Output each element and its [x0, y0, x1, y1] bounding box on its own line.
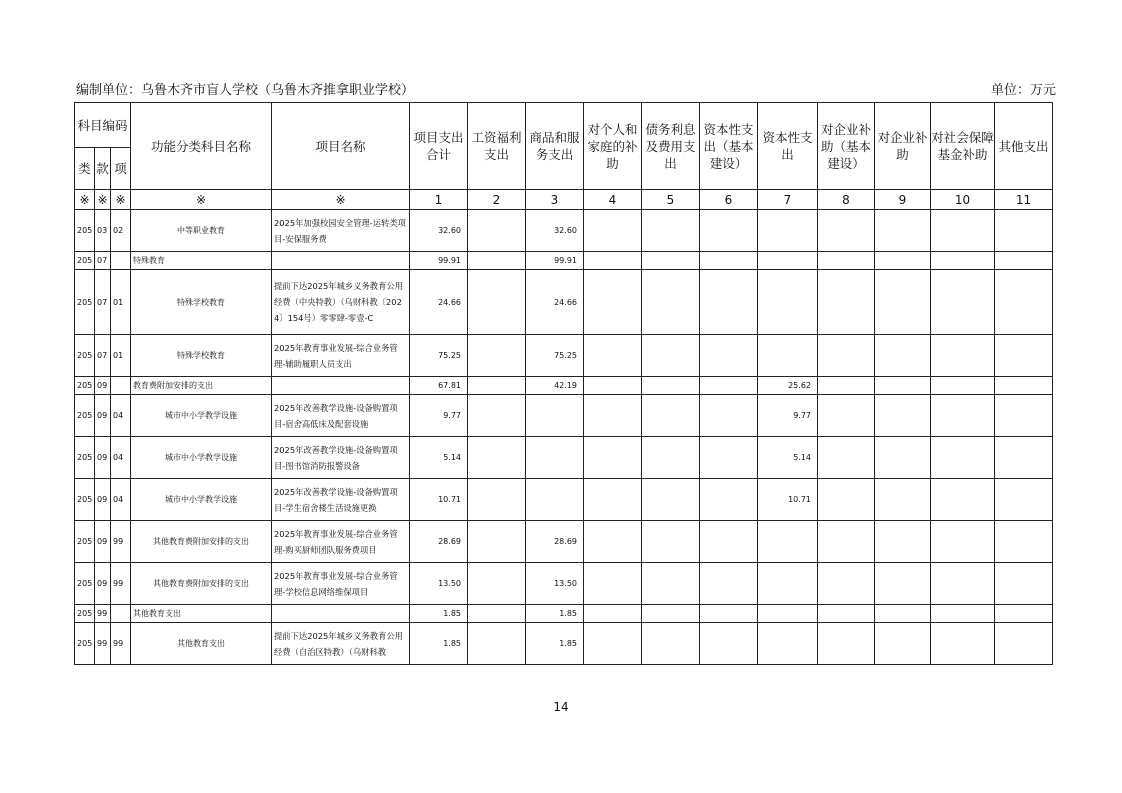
amount-cell [995, 563, 1053, 605]
amount-cell [995, 437, 1053, 479]
amount-cell [818, 623, 875, 665]
currency-unit: 单位：万元 [990, 83, 1056, 98]
table-row [75, 521, 1053, 563]
amount-cell [818, 377, 875, 395]
function-name-cell: 特殊学校教育 [131, 335, 272, 377]
amount-cell [584, 437, 642, 479]
col-header: 商品和服务支出 [526, 103, 584, 190]
amount-cell [584, 335, 642, 377]
amount-cell [931, 377, 995, 395]
col-number: 8 [818, 190, 875, 210]
amount-cell [642, 437, 700, 479]
amount-cell [584, 377, 642, 395]
col-header: 工资福利支出 [468, 103, 526, 190]
amount-cell [995, 395, 1053, 437]
goods-services-cell: 1.85 [526, 605, 584, 623]
amount-cell [584, 210, 642, 252]
amount-cell [931, 210, 995, 252]
project-name-cell: 2025年改善教学设施-设备购置项目-图书馆消防报警设备 [272, 437, 410, 479]
goods-services-cell [526, 479, 584, 521]
amount-cell [995, 479, 1053, 521]
goods-services-cell [526, 437, 584, 479]
amount-cell [931, 623, 995, 665]
amount-cell [818, 521, 875, 563]
project-name-cell: 2025年改善教学设施-设备购置项目-学生宿舍楼生活设施更换 [272, 479, 410, 521]
amount-cell [875, 395, 931, 437]
amount-cell [642, 605, 700, 623]
project-name-cell: 2025年教育事业发展-综合业务管理-购买厨师团队服务费项目 [272, 521, 410, 563]
table-row [75, 335, 1053, 377]
function-name-cell: 中等职业教育 [131, 210, 272, 252]
symbol-cell: ※ [272, 190, 410, 210]
amount-cell [875, 377, 931, 395]
amount-cell [995, 335, 1053, 377]
capital-cell: 10.71 [758, 479, 818, 521]
function-name-cell: 城市中小学教学设施 [131, 395, 272, 437]
goods-services-cell: 1.85 [526, 623, 584, 665]
kuan-cell: 09 [95, 377, 111, 395]
lei-cell: 205 [75, 623, 95, 665]
amount-cell [818, 270, 875, 335]
kuan-cell: 09 [95, 479, 111, 521]
amount-cell [995, 210, 1053, 252]
amount-cell [818, 210, 875, 252]
lei-cell: 205 [75, 479, 95, 521]
function-name-cell: 其他教育支出 [131, 605, 272, 623]
project-name-cell: 提前下达2025年城乡义务教育公用经费（中央特教）（乌财科教〔2024〕154号）零零肆-零壹-C [272, 270, 410, 335]
amount-cell [584, 252, 642, 270]
amount-cell [642, 377, 700, 395]
total-cell: 75.25 [410, 335, 468, 377]
amount-cell [642, 395, 700, 437]
col-number: 1 [410, 190, 468, 210]
capital-cell [758, 210, 818, 252]
amount-cell [468, 623, 526, 665]
budget-table [74, 102, 1053, 665]
amount-cell [818, 437, 875, 479]
function-name-cell: 其他教育费附加安排的支出 [131, 521, 272, 563]
total-cell: 5.14 [410, 437, 468, 479]
amount-cell [875, 270, 931, 335]
amount-cell [700, 335, 758, 377]
lei-cell: 205 [75, 270, 95, 335]
project-name-cell: 2025年教育事业发展-综合业务管理-学校信息网络维保项目 [272, 563, 410, 605]
amount-cell [468, 377, 526, 395]
amount-cell [818, 563, 875, 605]
col-number: 11 [995, 190, 1053, 210]
total-cell: 10.71 [410, 479, 468, 521]
amount-cell [875, 521, 931, 563]
amount-cell [468, 437, 526, 479]
amount-cell [931, 270, 995, 335]
symbol-cell: ※ [131, 190, 272, 210]
xiang-cell [111, 605, 131, 623]
table-row [75, 563, 1053, 605]
amount-cell [818, 479, 875, 521]
lei-cell: 205 [75, 377, 95, 395]
amount-cell [700, 270, 758, 335]
xiang-cell: 04 [111, 395, 131, 437]
col-number: 6 [700, 190, 758, 210]
lei-header: 类 [75, 148, 95, 190]
table-row [75, 623, 1053, 665]
col-header: 项目支出合计 [410, 103, 468, 190]
amount-cell [995, 252, 1053, 270]
amount-cell [931, 521, 995, 563]
col-number: 7 [758, 190, 818, 210]
col-number: 4 [584, 190, 642, 210]
total-cell: 13.50 [410, 563, 468, 605]
amount-cell [875, 479, 931, 521]
total-cell: 99.91 [410, 252, 468, 270]
capital-cell: 9.77 [758, 395, 818, 437]
goods-services-cell: 32.60 [526, 210, 584, 252]
amount-cell [468, 395, 526, 437]
function-name-cell: 特殊教育 [131, 252, 272, 270]
amount-cell [468, 210, 526, 252]
capital-cell [758, 563, 818, 605]
xiang-cell: 02 [111, 210, 131, 252]
function-name-cell: 教育费附加安排的支出 [131, 377, 272, 395]
xiang-header: 项 [111, 148, 131, 190]
kuan-cell: 07 [95, 252, 111, 270]
amount-cell [700, 521, 758, 563]
amount-cell [642, 623, 700, 665]
capital-cell [758, 623, 818, 665]
amount-cell [584, 605, 642, 623]
total-cell: 67.81 [410, 377, 468, 395]
table-row [75, 210, 1053, 252]
goods-services-cell: 13.50 [526, 563, 584, 605]
amount-cell [818, 605, 875, 623]
amount-cell [700, 377, 758, 395]
compiling-unit: 编制单位：乌鲁木齐市盲人学校（乌鲁木齐推拿职业学校） [76, 83, 415, 98]
amount-cell [931, 563, 995, 605]
table-header [75, 103, 1053, 210]
amount-cell [700, 437, 758, 479]
amount-cell [875, 623, 931, 665]
project-name-cell [272, 605, 410, 623]
amount-cell [642, 563, 700, 605]
capital-cell [758, 521, 818, 563]
subtotal-row [75, 377, 1053, 395]
col-number: 3 [526, 190, 584, 210]
amount-cell [468, 479, 526, 521]
amount-cell [875, 437, 931, 479]
amount-cell [931, 335, 995, 377]
kuan-cell: 09 [95, 521, 111, 563]
kuan-cell: 07 [95, 335, 111, 377]
amount-cell [875, 563, 931, 605]
kuan-cell: 09 [95, 563, 111, 605]
capital-cell [758, 270, 818, 335]
function-name-cell: 特殊学校教育 [131, 270, 272, 335]
col-header: 其他支出 [995, 103, 1053, 190]
kuan-cell: 07 [95, 270, 111, 335]
capital-cell [758, 252, 818, 270]
amount-cell [875, 605, 931, 623]
function-name-cell: 城市中小学教学设施 [131, 479, 272, 521]
amount-cell [700, 395, 758, 437]
capital-cell: 5.14 [758, 437, 818, 479]
total-cell: 24.66 [410, 270, 468, 335]
amount-cell [584, 623, 642, 665]
project-name-cell: 提前下达2025年城乡义务教育公用经费（自治区特教）（乌财科教 [272, 623, 410, 665]
xiang-cell [111, 252, 131, 270]
table-row [75, 270, 1053, 335]
col-header: 对企业补助（基本建设） [818, 103, 875, 190]
amount-cell [642, 270, 700, 335]
amount-cell [700, 479, 758, 521]
lei-cell: 205 [75, 395, 95, 437]
document-header [76, 79, 1056, 97]
function-name-cell: 其他教育费附加安排的支出 [131, 563, 272, 605]
col-header: 对企业补助 [875, 103, 931, 190]
amount-cell [995, 270, 1053, 335]
amount-cell [584, 395, 642, 437]
total-cell: 9.77 [410, 395, 468, 437]
subtotal-row [75, 605, 1053, 623]
xiang-cell: 99 [111, 623, 131, 665]
project-name-cell [272, 252, 410, 270]
amount-cell [584, 270, 642, 335]
function-name-header: 功能分类科目名称 [131, 103, 272, 190]
lei-cell: 205 [75, 252, 95, 270]
amount-cell [584, 479, 642, 521]
capital-cell [758, 605, 818, 623]
amount-cell [931, 605, 995, 623]
project-name-cell [272, 377, 410, 395]
amount-cell [875, 252, 931, 270]
amount-cell [818, 395, 875, 437]
amount-cell [995, 605, 1053, 623]
kuan-header: 款 [95, 148, 111, 190]
xiang-cell: 99 [111, 521, 131, 563]
kuan-cell: 09 [95, 395, 111, 437]
subtotal-row [75, 252, 1053, 270]
col-number: 2 [468, 190, 526, 210]
amount-cell [700, 605, 758, 623]
amount-cell [875, 335, 931, 377]
amount-cell [642, 479, 700, 521]
goods-services-cell: 42.19 [526, 377, 584, 395]
xiang-cell [111, 377, 131, 395]
total-cell: 28.69 [410, 521, 468, 563]
amount-cell [995, 623, 1053, 665]
lei-cell: 205 [75, 335, 95, 377]
amount-cell [995, 521, 1053, 563]
lei-cell: 205 [75, 605, 95, 623]
amount-cell [700, 623, 758, 665]
goods-services-cell: 99.91 [526, 252, 584, 270]
table-row [75, 437, 1053, 479]
amount-cell [642, 335, 700, 377]
total-cell: 32.60 [410, 210, 468, 252]
col-header: 对个人和家庭的补助 [584, 103, 642, 190]
amount-cell [931, 479, 995, 521]
capital-cell [758, 335, 818, 377]
amount-cell [700, 210, 758, 252]
kuan-cell: 99 [95, 605, 111, 623]
project-name-cell: 2025年加强校园安全管理-运转类项目-安保服务费 [272, 210, 410, 252]
amount-cell [468, 563, 526, 605]
page-number: 14 [553, 700, 569, 714]
lei-cell: 205 [75, 437, 95, 479]
kuan-cell: 99 [95, 623, 111, 665]
subject-code-header: 科目编码 [75, 103, 131, 148]
amount-cell [468, 521, 526, 563]
amount-cell [468, 252, 526, 270]
amount-cell [995, 377, 1053, 395]
amount-cell [468, 335, 526, 377]
table-body [75, 210, 1053, 665]
symbol-cell: ※ [75, 190, 95, 210]
total-cell: 1.85 [410, 623, 468, 665]
amount-cell [700, 563, 758, 605]
amount-cell [931, 437, 995, 479]
amount-cell [468, 270, 526, 335]
amount-cell [584, 521, 642, 563]
col-header: 对社会保障基金补助 [931, 103, 995, 190]
amount-cell [642, 210, 700, 252]
amount-cell [642, 252, 700, 270]
col-number: 5 [642, 190, 700, 210]
function-name-cell: 城市中小学教学设施 [131, 437, 272, 479]
project-name-cell: 2025年教育事业发展-综合业务管理-辅助履职人员支出 [272, 335, 410, 377]
col-number: 9 [875, 190, 931, 210]
table-row [75, 395, 1053, 437]
capital-cell: 25.62 [758, 377, 818, 395]
amount-cell [818, 335, 875, 377]
amount-cell [468, 605, 526, 623]
lei-cell: 205 [75, 563, 95, 605]
amount-cell [700, 252, 758, 270]
amount-cell [931, 395, 995, 437]
kuan-cell: 03 [95, 210, 111, 252]
project-name-header: 项目名称 [272, 103, 410, 190]
symbol-cell: ※ [111, 190, 131, 210]
amount-cell [931, 252, 995, 270]
col-header: 资本性支出 [758, 103, 818, 190]
col-header: 债务利息及费用支出 [642, 103, 700, 190]
xiang-cell: 01 [111, 270, 131, 335]
project-name-cell: 2025年改善教学设施-设备购置项目-宿舍高低床及配套设施 [272, 395, 410, 437]
col-header: 资本性支出（基本建设） [700, 103, 758, 190]
amount-cell [584, 563, 642, 605]
table-row [75, 479, 1053, 521]
xiang-cell: 04 [111, 437, 131, 479]
lei-cell: 205 [75, 521, 95, 563]
goods-services-cell [526, 395, 584, 437]
goods-services-cell: 24.66 [526, 270, 584, 335]
col-number: 10 [931, 190, 995, 210]
xiang-cell: 04 [111, 479, 131, 521]
lei-cell: 205 [75, 210, 95, 252]
total-cell: 1.85 [410, 605, 468, 623]
xiang-cell: 01 [111, 335, 131, 377]
goods-services-cell: 75.25 [526, 335, 584, 377]
kuan-cell: 09 [95, 437, 111, 479]
goods-services-cell: 28.69 [526, 521, 584, 563]
symbol-cell: ※ [95, 190, 111, 210]
amount-cell [642, 521, 700, 563]
amount-cell [875, 210, 931, 252]
xiang-cell: 99 [111, 563, 131, 605]
function-name-cell: 其他教育支出 [131, 623, 272, 665]
amount-cell [818, 252, 875, 270]
